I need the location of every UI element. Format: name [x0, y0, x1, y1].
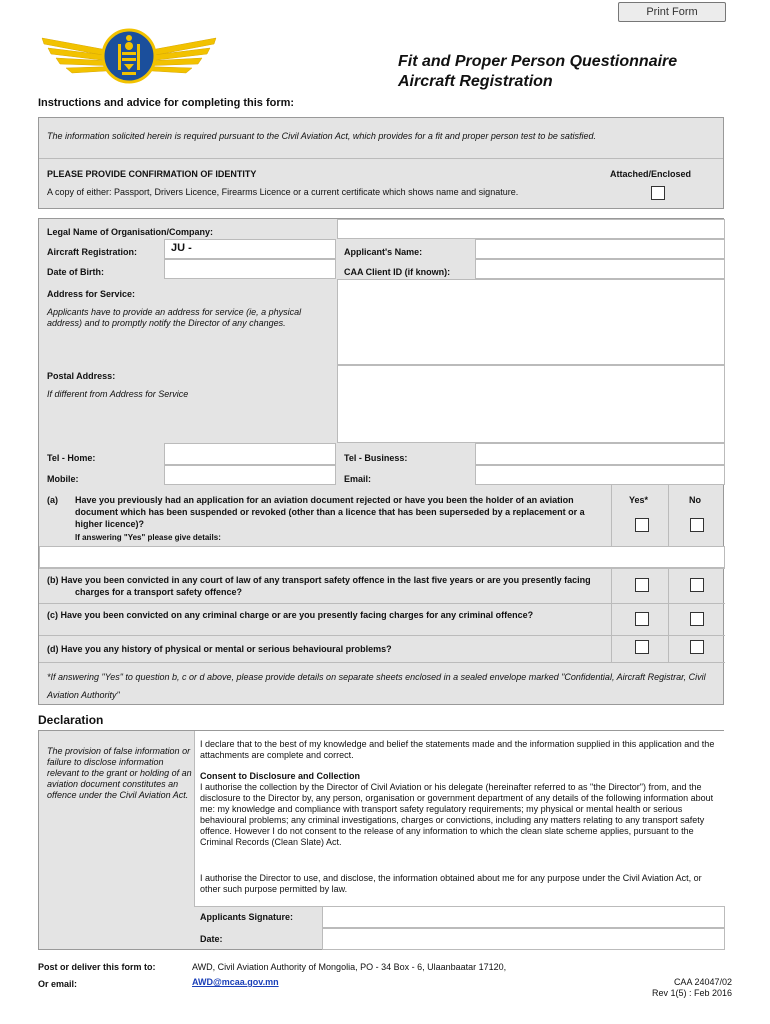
divider: [39, 635, 725, 636]
address-service-note: Applicants have to provide an address for service (ie, a physical address) and to promptly notify the Director of any changes.: [47, 307, 302, 328]
identity-text: A copy of either: Passport, Drivers Licence, Firearms Licence or a current certificate which shows name and signature.: [47, 187, 519, 197]
declaration-heading: Declaration: [38, 713, 104, 727]
divider: [39, 568, 725, 569]
form-title: [398, 52, 677, 92]
legal-name-input[interactable]: [337, 219, 725, 239]
tel-business-input[interactable]: [475, 443, 725, 465]
mobile-input[interactable]: [164, 465, 336, 485]
applicant-name-label: Applicant's Name:: [344, 247, 423, 257]
consent-text: I authorise the collection by the Director of Civil Aviation or his delegate (hereinafter referred to as "the Director") from, and the disclosure to the Director by, any person, organisation or government department of any details of the following information about me: my knowledge and compliance with transport safety regulatory requirements; my physical or mental health or serious behavioural problems; any criminal investigations, charges or convictions, including any matters relating to any transport safety offence. However I do not consent to the release of any information to which the clean slate scheme applies, pursuant to the Criminal Records (Clean Slate) Act.: [200, 782, 714, 847]
caa-client-label: CAA Client ID (if known):: [344, 267, 451, 277]
aircraft-reg-value: JU -: [171, 242, 192, 254]
identity-heading: PLEASE PROVIDE CONFIRMATION OF IDENTITY: [47, 169, 257, 179]
aircraft-reg-label: Aircraft Registration:: [47, 247, 138, 257]
intro-box: [38, 117, 724, 209]
no-column-divider: [668, 485, 669, 663]
declaration-box: [38, 730, 724, 950]
postal-input[interactable]: [337, 365, 725, 443]
question-c-text: (c) Have you been convicted on any criminal charge or are you presently facing charges for any criminal offence?: [47, 610, 534, 620]
date-label: Date:: [200, 934, 223, 944]
tel-home-label: Tel - Home:: [47, 453, 96, 463]
questions-footnote: *If answering "Yes" to question b, c or d above, please provide details on separate sheets enclosed in a sealed envelope marked "Confidential, Aircraft Registrar, Civil Aviation Authority": [47, 672, 706, 700]
mcaa-logo: [38, 16, 220, 88]
no-header: No: [689, 495, 701, 505]
consent-heading: Consent to Disclosure and Collection: [200, 771, 361, 781]
email-input[interactable]: [475, 465, 725, 485]
details-box: [38, 218, 724, 705]
title-line-2: Aircraft Registration: [398, 73, 553, 90]
question-d-yes-checkbox[interactable]: [635, 640, 649, 654]
dob-input[interactable]: [164, 259, 336, 279]
legal-name-label: Legal Name of Organisation/Company:: [47, 227, 214, 237]
divider: [39, 158, 723, 159]
email-label: Email:: [344, 474, 372, 484]
notice-text: The information solicited herein is required pursuant to the Civil Aviation Act, which provides for a fit and proper person test to be satisfied.: [47, 131, 596, 141]
postal-label: Postal Address:: [47, 371, 116, 381]
email-link[interactable]: AWD@mcaa.gov.mn: [192, 977, 279, 987]
tel-home-input[interactable]: [164, 443, 336, 465]
print-form-button[interactable]: Print Form: [618, 2, 726, 22]
question-b-yes-checkbox[interactable]: [635, 578, 649, 592]
question-d-no-checkbox[interactable]: [690, 640, 704, 654]
date-input[interactable]: [322, 928, 725, 950]
caa-client-input[interactable]: [475, 259, 725, 279]
question-c-no-checkbox[interactable]: [690, 612, 704, 626]
question-a-details-label: If answering "Yes" please give details:: [75, 533, 221, 542]
revision: Rev 1(5) : Feb 2016: [651, 988, 732, 998]
question-a-no-checkbox[interactable]: [690, 518, 704, 532]
signature-label: Applicants Signature:: [200, 912, 294, 922]
question-a-marker: (a): [47, 495, 58, 505]
divider: [39, 662, 725, 663]
divider: [39, 603, 725, 604]
question-a-yes-checkbox[interactable]: [635, 518, 649, 532]
attached-checkbox[interactable]: [651, 186, 665, 200]
address-service-input[interactable]: [337, 279, 725, 365]
form-code: CAA 24047/02: [673, 977, 732, 987]
question-b-text: (b) Have you been convicted in any court of law of any transport safety offence in the last five years or are you presently facing charges for a transport safety offence?: [47, 575, 591, 597]
yes-header: Yes*: [629, 495, 649, 505]
declaration-warning: The provision of false information or failure to disclose information relevant to the grant or holding of an aviation document constitutes an offence under the Civil Aviation Act.: [47, 746, 192, 800]
tel-business-label: Tel - Business:: [344, 453, 408, 463]
mobile-label: Mobile:: [47, 474, 79, 484]
applicant-name-input[interactable]: [475, 239, 725, 259]
attached-label: Attached/Enclosed: [610, 169, 692, 179]
post-address: AWD, Civil Aviation Authority of Mongolia, PO - 34 Box - 6, Ulaanbaatar 17120,: [192, 962, 507, 972]
question-a-details-input[interactable]: [39, 546, 725, 568]
title-line-1: Fit and Proper Person Questionnaire: [398, 53, 678, 70]
instructions-heading: Instructions and advice for completing this form:: [38, 97, 295, 109]
declaration-statement: I declare that to the best of my knowledge and belief the statements made and the information supplied in this application and the attachments are complete and correct.: [200, 739, 715, 760]
postal-note: If different from Address for Service: [47, 389, 189, 399]
signature-input[interactable]: [322, 906, 725, 928]
post-label: Post or deliver this form to:: [38, 962, 156, 972]
question-c-yes-checkbox[interactable]: [635, 612, 649, 626]
email-label-footer: Or email:: [38, 979, 78, 989]
authorise-text: I authorise the Director to use, and disclose, the information obtained about me for any purpose under the Civil Aviation Act, or other such purpose permitted by law.: [200, 873, 702, 894]
address-service-label: Address for Service:: [47, 289, 136, 299]
question-d-text: (d) Have you any history of physical or mental or serious behavioural problems?: [47, 644, 392, 654]
aircraft-reg-input[interactable]: [164, 239, 336, 259]
question-b-no-checkbox[interactable]: [690, 578, 704, 592]
dob-label: Date of Birth:: [47, 267, 104, 277]
question-a-text: Have you previously had an application for an aviation document rejected or have you been the holder of an aviation document which has been suspended or revoked (other than a licence that has been superseded by a replacement or a higher licence)?: [75, 495, 585, 529]
